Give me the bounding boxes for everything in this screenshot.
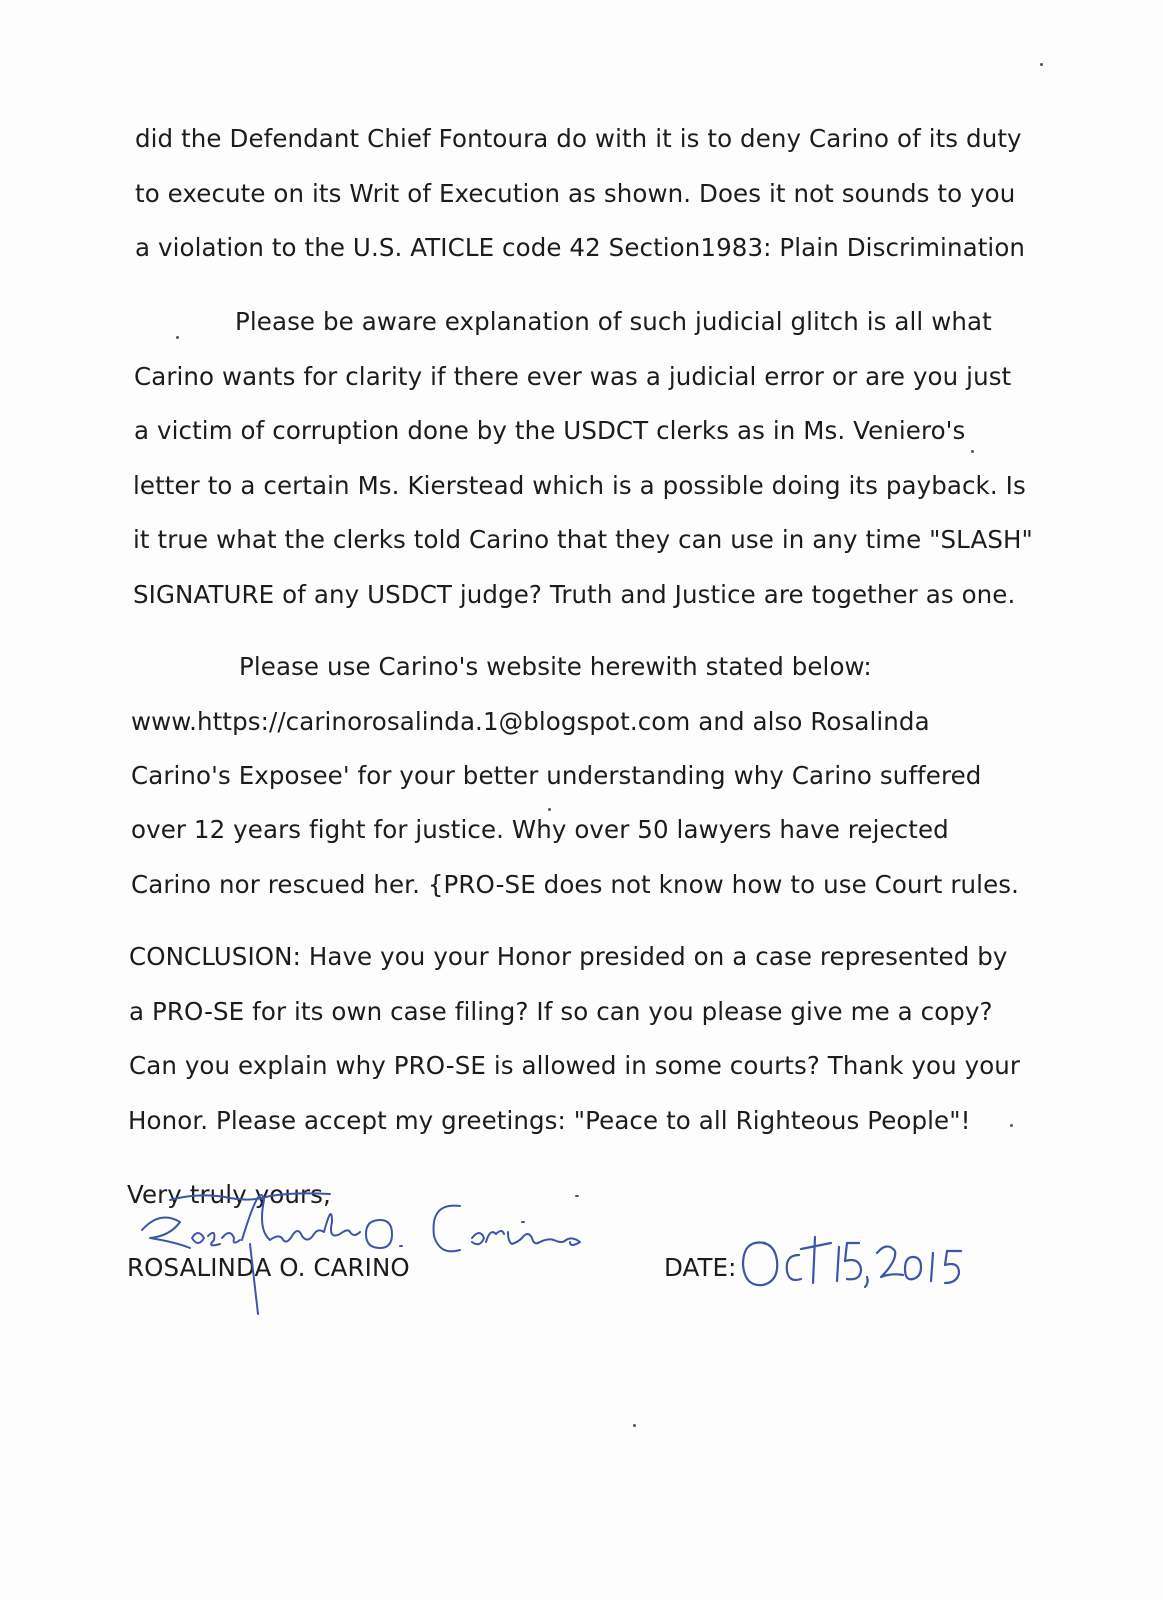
paragraph3-line: Carino nor rescued her. {PRO-SE does not know how to use Court rules. [131, 870, 1019, 899]
signer-name: ROSALINDA O. CARINO [127, 1253, 410, 1282]
scan-speck [176, 336, 179, 339]
conclusion-line: Honor. Please accept my greetings: "Peace to all Righteous People"! [128, 1106, 971, 1135]
date-label: DATE: [664, 1253, 737, 1282]
scan-speck [548, 808, 551, 811]
paragraph3-line: Please use Carino's website herewith stated below: [239, 652, 872, 681]
handwritten-signature-image [130, 1180, 630, 1320]
paragraph2-line: letter to a certain Ms. Kierstead which is a possible doing its payback. Is [133, 471, 1026, 500]
paragraph3-line: over 12 years fight for justice. Why over 50 lawyers have rejected [131, 815, 949, 844]
handwritten-date-image [735, 1225, 985, 1295]
conclusion-line: Can you explain why PRO-SE is allowed in some courts? Thank you your [129, 1051, 1021, 1080]
paragraph2-line: a victim of corruption done by the USDCT clerks as in Ms. Veniero's [134, 416, 966, 445]
paragraph1-line: to execute on its Writ of Execution as shown. Does it not sounds to you [135, 179, 1016, 208]
paragraph3-line: Carino's Exposee' for your better understanding why Carino suffered [131, 761, 982, 790]
scan-speck [971, 450, 974, 453]
closing-salutation: Very truly yours, [127, 1180, 331, 1209]
paragraph2-line: it true what the clerks told Carino that they can use in any time "SLASH" [133, 525, 1033, 554]
paragraph2-line: Please be aware explanation of such judicial glitch is all what [235, 307, 992, 336]
paragraph2-line: Carino wants for clarity if there ever was a judicial error or are you just [134, 362, 1012, 391]
scan-speck [1010, 1124, 1013, 1127]
scan-speck [1040, 63, 1043, 66]
paragraph3-line: www.https://carinorosalinda.1@blogspot.com and also Rosalinda [131, 707, 930, 736]
paragraph1-line: did the Defendant Chief Fontoura do with it is to deny Carino of its duty [135, 124, 1022, 153]
paragraph1-line: a violation to the U.S. ATICLE code 42 Section1983: Plain Discrimination [135, 233, 1026, 262]
conclusion-line: CONCLUSION: Have you your Honor presided on a case represented by [129, 942, 1008, 971]
conclusion-line: a PRO-SE for its own case filing? If so can you please give me a copy? [129, 997, 993, 1026]
scan-speck [633, 1424, 636, 1427]
paragraph2-line: SIGNATURE of any USDCT judge? Truth and Justice are together as one. [133, 580, 1016, 609]
